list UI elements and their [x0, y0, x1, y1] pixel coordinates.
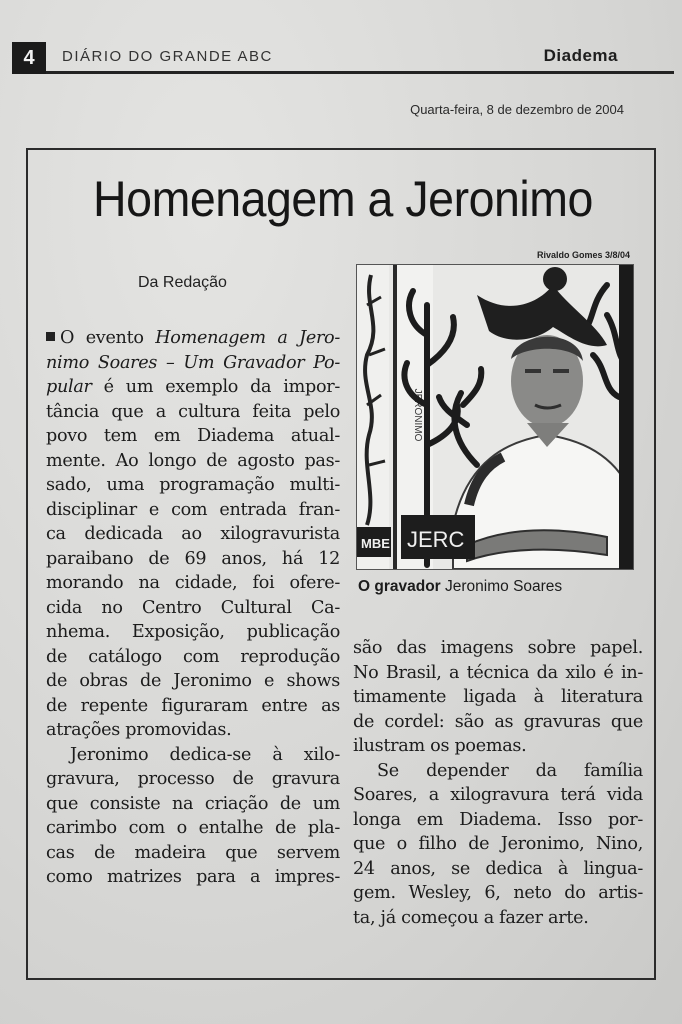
issue-date: Quarta-feira, 8 de dezembro de 2004 — [410, 102, 624, 117]
body-text: cas de madeira que servem — [46, 842, 340, 863]
body-text: que consiste na criação de um — [46, 793, 340, 814]
body-text: ca dedicada ao xilogravurista — [46, 524, 340, 544]
text-line — [46, 424, 340, 449]
headline: Homenagem a Jeronimo — [93, 171, 593, 227]
body-text: de cordel: são as gravuras que — [353, 711, 643, 732]
italic-title-text: pular — [46, 377, 92, 397]
text-line — [353, 857, 643, 882]
text-line — [46, 792, 340, 817]
body-text: de repente figuraram entre as — [46, 695, 340, 716]
woodcut-portrait-image — [357, 265, 633, 569]
body-text: de catálogo com reprodução — [46, 646, 340, 667]
text-line — [353, 906, 643, 931]
text-line — [46, 816, 340, 841]
body-text: mente. Ao longo de agosto pas- — [46, 450, 340, 471]
body-text: gem. Wesley, 6, neto do artis- — [353, 883, 643, 903]
body-text: O evento — [60, 328, 156, 348]
body-text: atrações promovidas. — [46, 720, 232, 740]
body-text: cida no Centro Cultural Ca- — [46, 597, 340, 618]
text-line — [46, 351, 340, 376]
body-text: ilustram os poemas. — [353, 736, 527, 756]
text-line — [46, 694, 340, 719]
body-text: morando na cidade, foi ofere- — [46, 573, 340, 593]
body-text: de obras de Jeronimo e shows — [46, 671, 340, 691]
body-text: 24 anos, se dedica à lingua- — [353, 858, 643, 879]
text-line — [353, 759, 643, 784]
body-text: Jeronimo dedica-se à xilo- — [70, 744, 340, 765]
body-text: paraibano de 69 anos, há 12 — [46, 548, 340, 569]
photo-caption — [358, 578, 562, 596]
svg-text:MBE: MBE — [361, 536, 390, 551]
body-text: povo tem em Diadema atual- — [46, 426, 340, 446]
body-text: ta, já começou a fazer arte. — [353, 907, 589, 928]
newspaper-name: DIÁRIO DO GRANDE ABC — [62, 48, 273, 65]
article-column-2 — [353, 636, 643, 930]
body-text: que o filho de Jeronimo, Nino, — [353, 834, 643, 854]
svg-text:JERONIMO: JERONIMO — [412, 388, 423, 442]
caption-bold: O gravador — [358, 578, 441, 595]
body-text: No Brasil, a técnica da xilo é in- — [353, 662, 643, 683]
text-line — [353, 734, 643, 759]
page-header — [12, 38, 674, 76]
body-text: gravura, processo de gravura — [46, 769, 340, 789]
text-line — [353, 832, 643, 857]
body-text: é um exemplo da impor- — [91, 377, 340, 397]
text-line — [46, 620, 340, 645]
text-line — [46, 743, 340, 768]
article-column-1 — [46, 326, 340, 890]
body-text: Se depender da família — [377, 760, 643, 781]
section-name: Diadema — [543, 46, 618, 65]
italic-title-text: nimo Soares – Um Gravador Po- — [46, 352, 340, 373]
body-text: nhema. Exposição, publicação — [46, 622, 340, 642]
text-line — [46, 596, 340, 621]
body-text: sado, uma programação multi- — [46, 475, 340, 495]
text-line — [46, 449, 340, 474]
text-line — [46, 522, 340, 547]
text-line — [353, 783, 643, 808]
text-line — [46, 326, 340, 351]
photo-credit: Rivaldo Gomes 3/8/04 — [536, 250, 630, 260]
text-line — [46, 841, 340, 866]
text-line — [353, 636, 643, 661]
text-line — [353, 808, 643, 833]
text-line — [46, 400, 340, 425]
text-line — [353, 710, 643, 735]
text-line — [46, 669, 340, 694]
body-text: tância que a cultura feita pelo — [46, 401, 340, 422]
body-text: são das imagens sobre papel. — [353, 638, 643, 658]
text-line — [46, 498, 340, 523]
body-text: como matrizes para a impres- — [46, 867, 340, 887]
text-line — [46, 375, 340, 400]
lead-bullet-icon — [46, 332, 55, 341]
article-photo — [356, 264, 634, 570]
text-line — [46, 571, 340, 596]
text-line — [46, 865, 340, 890]
article-box — [26, 148, 656, 980]
page-number: 4 — [12, 42, 46, 74]
header-rule — [46, 71, 674, 74]
text-line — [353, 685, 643, 710]
italic-title-text: Homenagem a Jero- — [155, 328, 340, 348]
text-line — [353, 661, 643, 686]
text-line — [353, 881, 643, 906]
body-text: timamente ligada à literatura — [353, 687, 643, 707]
body-text: carimbo com o entalhe de pla- — [46, 818, 340, 838]
text-line — [46, 645, 340, 670]
text-line — [46, 473, 340, 498]
text-line — [46, 547, 340, 572]
byline: Da Redação — [138, 274, 227, 291]
text-line — [46, 767, 340, 792]
text-line — [46, 718, 340, 743]
body-text: longa em Diadema. Isso por- — [353, 809, 643, 830]
svg-text:JERC: JERC — [407, 527, 465, 552]
caption-text: Jeronimo Soares — [440, 578, 563, 595]
body-text: Soares, a xilogravura terá vida — [353, 785, 643, 805]
body-text: disciplinar e com entrada fran- — [46, 499, 340, 520]
